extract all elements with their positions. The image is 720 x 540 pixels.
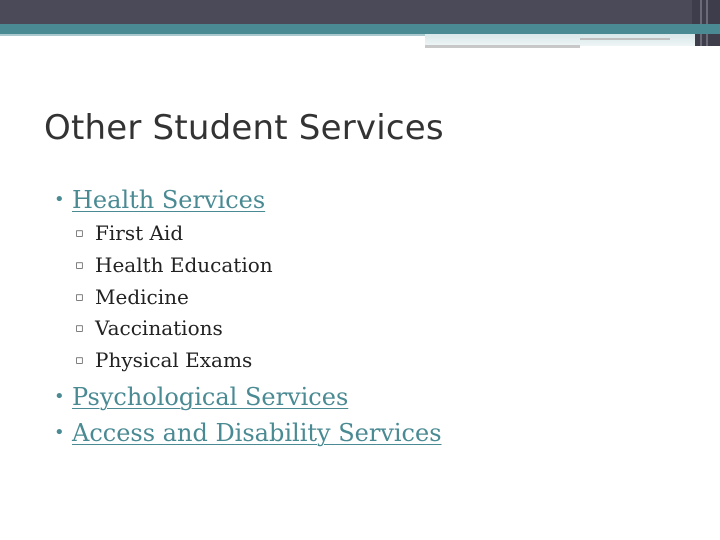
sublist-item-label: Vaccinations (95, 316, 223, 341)
sublist-item-label: Medicine (95, 284, 189, 309)
sublist-item (48, 218, 442, 250)
bullet-icon: • (54, 189, 65, 210)
slide-title: Other Student Services (44, 108, 444, 148)
sub-bullet-icon: ▫ (75, 226, 84, 241)
access-disability-services-link[interactable]: Access and Disability Services (72, 418, 442, 447)
sub-bullet-icon: ▫ (75, 321, 84, 337)
bullet-icon: • (54, 421, 65, 443)
header-gray-line (580, 38, 670, 40)
sub-bullet-icon: ▫ (75, 289, 84, 305)
header-stripe (700, 0, 702, 46)
list-item-access-disability-services (48, 415, 442, 451)
header-teal-bar (0, 24, 720, 34)
header-teal-underline (0, 34, 425, 36)
sub-bullet-icon: ▫ (75, 353, 84, 369)
sublist-item-label: Health Education (95, 252, 273, 277)
sublist-item (48, 345, 442, 377)
list-item-psychological-services (48, 379, 442, 415)
health-services-sublist (48, 218, 442, 377)
health-services-link[interactable]: Health Services (72, 186, 266, 214)
list-item-health-services (48, 182, 442, 218)
header-stripe (706, 0, 708, 46)
bullet-list (48, 182, 442, 451)
bullet-icon: • (54, 385, 65, 407)
header-gray-line (425, 45, 580, 48)
sublist-item-label: First Aid (95, 221, 184, 245)
psychological-services-link[interactable]: Psychological Services (72, 382, 349, 411)
sublist-item (48, 282, 442, 314)
header-dark-bar (0, 0, 720, 24)
sublist-item (48, 250, 442, 282)
sublist-item (48, 313, 442, 345)
sub-bullet-icon: ▫ (75, 257, 84, 273)
sublist-item-label: Physical Exams (95, 348, 253, 373)
